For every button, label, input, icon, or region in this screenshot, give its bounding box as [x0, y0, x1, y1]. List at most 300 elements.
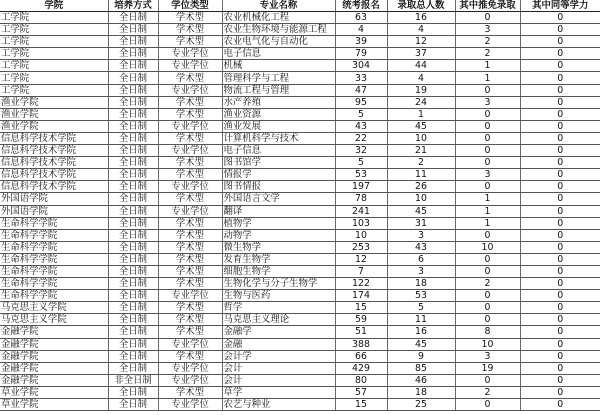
table-row [0, 157, 600, 169]
cell-exam-applicants: 22 [335, 132, 387, 144]
cell-degree-type: 学术型 [158, 265, 222, 277]
cell-equivalent-education: 0 [520, 181, 600, 193]
cell-equivalent-education: 0 [520, 350, 600, 362]
cell-college: 工学院 [0, 72, 108, 84]
cell-equivalent-education: 0 [520, 84, 600, 96]
table-row [0, 241, 600, 253]
cell-study-mode: 全日制 [108, 326, 158, 338]
cell-equivalent-education: 0 [520, 48, 600, 60]
cell-recommended-admitted: 0 [455, 12, 520, 24]
table-row [0, 108, 600, 120]
cell-degree-type: 学术型 [158, 96, 222, 108]
table-row [0, 338, 600, 350]
cell-major-name: 会计 [222, 362, 335, 374]
table-row [0, 362, 600, 374]
cell-college: 工学院 [0, 36, 108, 48]
cell-study-mode: 全日制 [108, 362, 158, 374]
cell-equivalent-education: 0 [520, 157, 600, 169]
cell-total-admitted: 10 [387, 132, 455, 144]
cell-total-admitted: 4 [387, 72, 455, 84]
cell-equivalent-education: 0 [520, 145, 600, 157]
cell-exam-applicants: 253 [335, 241, 387, 253]
cell-total-admitted: 43 [387, 241, 455, 253]
cell-degree-type: 学术型 [158, 350, 222, 362]
cell-recommended-admitted: 0 [455, 399, 520, 411]
cell-equivalent-education: 0 [520, 132, 600, 144]
cell-total-admitted: 45 [387, 205, 455, 217]
cell-study-mode: 全日制 [108, 229, 158, 241]
cell-major-name: 会计 [222, 374, 335, 386]
cell-study-mode: 全日制 [108, 217, 158, 229]
cell-recommended-admitted: 0 [455, 290, 520, 302]
cell-study-mode: 全日制 [108, 24, 158, 36]
cell-degree-type: 学术型 [158, 253, 222, 265]
cell-major-name: 农艺与种业 [222, 399, 335, 411]
cell-recommended-admitted: 1 [455, 72, 520, 84]
cell-total-admitted: 26 [387, 181, 455, 193]
cell-college: 金融学院 [0, 374, 108, 386]
cell-exam-applicants: 47 [335, 84, 387, 96]
cell-total-admitted: 25 [387, 399, 455, 411]
cell-total-admitted: 2 [387, 157, 455, 169]
table-row [0, 350, 600, 362]
cell-equivalent-education: 0 [520, 326, 600, 338]
cell-total-admitted: 3 [387, 265, 455, 277]
cell-major-name: 植物学 [222, 217, 335, 229]
table-row [0, 169, 600, 181]
cell-exam-applicants: 80 [335, 374, 387, 386]
cell-major-name: 情报学 [222, 169, 335, 181]
cell-college: 生命科学学院 [0, 278, 108, 290]
cell-equivalent-education: 0 [520, 314, 600, 326]
cell-recommended-admitted: 1 [455, 205, 520, 217]
cell-recommended-admitted: 19 [455, 362, 520, 374]
cell-degree-type: 学术型 [158, 132, 222, 144]
header-major-name: 专业名称 [222, 0, 335, 12]
table-row [0, 193, 600, 205]
header-degree-type: 学位类型 [158, 0, 222, 12]
cell-study-mode: 全日制 [108, 253, 158, 265]
cell-exam-applicants: 12 [335, 253, 387, 265]
table-row [0, 278, 600, 290]
cell-degree-type: 专业学位 [158, 205, 222, 217]
cell-major-name: 农业电气化与自动化 [222, 36, 335, 48]
cell-study-mode: 全日制 [108, 350, 158, 362]
cell-college: 生命科学学院 [0, 253, 108, 265]
table-row [0, 48, 600, 60]
cell-recommended-admitted: 3 [455, 169, 520, 181]
cell-major-name: 农业机械化工程 [222, 12, 335, 24]
table-row [0, 181, 600, 193]
cell-exam-applicants: 5 [335, 108, 387, 120]
cell-total-admitted: 11 [387, 314, 455, 326]
cell-recommended-admitted: 0 [455, 229, 520, 241]
cell-total-admitted: 45 [387, 338, 455, 350]
cell-total-admitted: 85 [387, 362, 455, 374]
cell-exam-applicants: 95 [335, 96, 387, 108]
table-row [0, 374, 600, 386]
cell-equivalent-education: 0 [520, 205, 600, 217]
cell-major-name: 生物与医药 [222, 290, 335, 302]
cell-total-admitted: 53 [387, 290, 455, 302]
cell-degree-type: 专业学位 [158, 362, 222, 374]
cell-college: 工学院 [0, 60, 108, 72]
cell-total-admitted: 11 [387, 169, 455, 181]
cell-study-mode: 全日制 [108, 12, 158, 24]
cell-college: 生命科学学院 [0, 241, 108, 253]
cell-exam-applicants: 122 [335, 278, 387, 290]
cell-major-name: 图书情报 [222, 181, 335, 193]
cell-major-name: 金融 [222, 338, 335, 350]
cell-study-mode: 全日制 [108, 205, 158, 217]
cell-degree-type: 学术型 [158, 24, 222, 36]
cell-degree-type: 学术型 [158, 169, 222, 181]
cell-major-name: 图书馆学 [222, 157, 335, 169]
cell-exam-applicants: 15 [335, 302, 387, 314]
cell-study-mode: 全日制 [108, 193, 158, 205]
cell-equivalent-education: 0 [520, 36, 600, 48]
cell-college: 渔业学院 [0, 96, 108, 108]
cell-degree-type: 学术型 [158, 12, 222, 24]
cell-recommended-admitted: 0 [455, 108, 520, 120]
cell-degree-type: 学术型 [158, 217, 222, 229]
table-row [0, 72, 600, 84]
cell-equivalent-education: 0 [520, 217, 600, 229]
cell-college: 金融学院 [0, 362, 108, 374]
cell-major-name: 动物学 [222, 229, 335, 241]
cell-recommended-admitted: 0 [455, 84, 520, 96]
cell-degree-type: 专业学位 [158, 374, 222, 386]
cell-total-admitted: 18 [387, 386, 455, 398]
cell-total-admitted: 6 [387, 253, 455, 265]
cell-exam-applicants: 103 [335, 217, 387, 229]
cell-degree-type: 专业学位 [158, 181, 222, 193]
cell-degree-type: 专业学位 [158, 84, 222, 96]
cell-exam-applicants: 59 [335, 314, 387, 326]
cell-equivalent-education: 0 [520, 302, 600, 314]
header-study-mode: 培养方式 [108, 0, 158, 12]
cell-study-mode: 非全日制 [108, 374, 158, 386]
cell-study-mode: 全日制 [108, 241, 158, 253]
cell-major-name: 机械 [222, 60, 335, 72]
cell-recommended-admitted: 0 [455, 314, 520, 326]
cell-college: 金融学院 [0, 326, 108, 338]
cell-major-name: 哲学 [222, 302, 335, 314]
cell-study-mode: 全日制 [108, 265, 158, 277]
cell-equivalent-education: 0 [520, 265, 600, 277]
cell-exam-applicants: 33 [335, 72, 387, 84]
cell-equivalent-education: 0 [520, 253, 600, 265]
header-recommended-admitted: 其中推免录取 [455, 0, 520, 12]
cell-total-admitted: 16 [387, 326, 455, 338]
cell-degree-type: 专业学位 [158, 399, 222, 411]
cell-recommended-admitted: 0 [455, 132, 520, 144]
cell-exam-applicants: 32 [335, 145, 387, 157]
cell-college: 生命科学学院 [0, 229, 108, 241]
cell-degree-type: 专业学位 [158, 48, 222, 60]
cell-major-name: 金融学 [222, 326, 335, 338]
table-body [0, 12, 600, 411]
cell-study-mode: 全日制 [108, 181, 158, 193]
cell-college: 工学院 [0, 84, 108, 96]
cell-major-name: 会计学 [222, 350, 335, 362]
cell-equivalent-education: 0 [520, 108, 600, 120]
cell-recommended-admitted: 10 [455, 241, 520, 253]
cell-total-admitted: 18 [387, 278, 455, 290]
cell-college: 信息科学技术学院 [0, 145, 108, 157]
cell-total-admitted: 4 [387, 24, 455, 36]
cell-college: 外国语学院 [0, 193, 108, 205]
cell-recommended-admitted: 1 [455, 60, 520, 72]
cell-study-mode: 全日制 [108, 314, 158, 326]
table-row [0, 290, 600, 302]
cell-major-name: 翻译 [222, 205, 335, 217]
cell-degree-type: 学术型 [158, 193, 222, 205]
cell-college: 信息科学技术学院 [0, 132, 108, 144]
cell-study-mode: 全日制 [108, 157, 158, 169]
cell-degree-type: 学术型 [158, 36, 222, 48]
cell-study-mode: 全日制 [108, 338, 158, 350]
cell-exam-applicants: 39 [335, 36, 387, 48]
cell-recommended-admitted: 3 [455, 350, 520, 362]
table-row [0, 386, 600, 398]
cell-major-name: 电子信息 [222, 145, 335, 157]
cell-recommended-admitted: 3 [455, 24, 520, 36]
header-college: 学院 [0, 0, 108, 12]
cell-recommended-admitted: 1 [455, 193, 520, 205]
cell-major-name: 生物化学与分子生物学 [222, 278, 335, 290]
cell-exam-applicants: 4 [335, 24, 387, 36]
table-row [0, 132, 600, 144]
cell-recommended-admitted: 0 [455, 120, 520, 132]
cell-college: 工学院 [0, 24, 108, 36]
cell-major-name: 农业生物环境与能源工程 [222, 24, 335, 36]
cell-equivalent-education: 0 [520, 193, 600, 205]
cell-major-name: 物流工程与管理 [222, 84, 335, 96]
cell-equivalent-education: 0 [520, 120, 600, 132]
cell-study-mode: 全日制 [108, 145, 158, 157]
table-row [0, 24, 600, 36]
cell-college: 草业学院 [0, 399, 108, 411]
table-row [0, 326, 600, 338]
cell-recommended-admitted: 0 [455, 157, 520, 169]
table-row [0, 399, 600, 411]
table-row [0, 253, 600, 265]
table-row [0, 96, 600, 108]
cell-study-mode: 全日制 [108, 84, 158, 96]
cell-degree-type: 学术型 [158, 278, 222, 290]
cell-major-name: 渔业发展 [222, 120, 335, 132]
cell-college: 工学院 [0, 12, 108, 24]
cell-exam-applicants: 304 [335, 60, 387, 72]
cell-recommended-admitted: 8 [455, 326, 520, 338]
cell-exam-applicants: 63 [335, 12, 387, 24]
cell-equivalent-education: 0 [520, 362, 600, 374]
cell-recommended-admitted: 3 [455, 96, 520, 108]
cell-major-name: 管理科学与工程 [222, 72, 335, 84]
cell-exam-applicants: 15 [335, 399, 387, 411]
cell-equivalent-education: 0 [520, 60, 600, 72]
cell-recommended-admitted: 2 [455, 386, 520, 398]
table-row [0, 265, 600, 277]
cell-college: 马克思主义学院 [0, 314, 108, 326]
cell-study-mode: 全日制 [108, 72, 158, 84]
cell-recommended-admitted: 0 [455, 253, 520, 265]
cell-study-mode: 全日制 [108, 302, 158, 314]
cell-major-name: 渔业资源 [222, 108, 335, 120]
cell-recommended-admitted: 0 [455, 374, 520, 386]
cell-study-mode: 全日制 [108, 386, 158, 398]
cell-total-admitted: 31 [387, 217, 455, 229]
cell-major-name: 马克思主义理论 [222, 314, 335, 326]
cell-degree-type: 专业学位 [158, 145, 222, 157]
cell-major-name: 草学 [222, 386, 335, 398]
cell-study-mode: 全日制 [108, 36, 158, 48]
cell-equivalent-education: 0 [520, 241, 600, 253]
header-exam-applicants: 统考报名 [335, 0, 387, 12]
cell-college: 工学院 [0, 48, 108, 60]
cell-recommended-admitted: 2 [455, 36, 520, 48]
cell-major-name: 电子信息 [222, 48, 335, 60]
cell-major-name: 计算机科学与技术 [222, 132, 335, 144]
cell-college: 金融学院 [0, 338, 108, 350]
cell-total-admitted: 21 [387, 145, 455, 157]
table-row [0, 217, 600, 229]
cell-exam-applicants: 5 [335, 157, 387, 169]
cell-recommended-admitted: 0 [455, 181, 520, 193]
cell-exam-applicants: 51 [335, 326, 387, 338]
cell-college: 生命科学学院 [0, 265, 108, 277]
cell-college: 金融学院 [0, 350, 108, 362]
cell-exam-applicants: 197 [335, 181, 387, 193]
cell-equivalent-education: 0 [520, 12, 600, 24]
table-row [0, 314, 600, 326]
cell-major-name: 微生物学 [222, 241, 335, 253]
cell-equivalent-education: 0 [520, 229, 600, 241]
cell-degree-type: 专业学位 [158, 120, 222, 132]
cell-degree-type: 学术型 [158, 326, 222, 338]
cell-equivalent-education: 0 [520, 399, 600, 411]
cell-exam-applicants: 388 [335, 338, 387, 350]
cell-college: 信息科学技术学院 [0, 169, 108, 181]
cell-study-mode: 全日制 [108, 399, 158, 411]
cell-total-admitted: 37 [387, 48, 455, 60]
cell-study-mode: 全日制 [108, 108, 158, 120]
cell-college: 信息科学技术学院 [0, 181, 108, 193]
cell-degree-type: 学术型 [158, 302, 222, 314]
cell-total-admitted: 9 [387, 350, 455, 362]
cell-exam-applicants: 79 [335, 48, 387, 60]
cell-major-name: 水产养殖 [222, 96, 335, 108]
cell-total-admitted: 5 [387, 302, 455, 314]
cell-equivalent-education: 0 [520, 96, 600, 108]
cell-college: 马克思主义学院 [0, 302, 108, 314]
cell-total-admitted: 10 [387, 193, 455, 205]
cell-recommended-admitted: 0 [455, 302, 520, 314]
cell-degree-type: 学术型 [158, 386, 222, 398]
cell-college: 生命科学学院 [0, 290, 108, 302]
cell-equivalent-education: 0 [520, 338, 600, 350]
cell-total-admitted: 24 [387, 96, 455, 108]
cell-study-mode: 全日制 [108, 290, 158, 302]
cell-study-mode: 全日制 [108, 169, 158, 181]
cell-exam-applicants: 174 [335, 290, 387, 302]
cell-total-admitted: 19 [387, 84, 455, 96]
cell-equivalent-education: 0 [520, 290, 600, 302]
cell-degree-type: 学术型 [158, 72, 222, 84]
cell-college: 外国语学院 [0, 205, 108, 217]
cell-college: 生命科学学院 [0, 217, 108, 229]
cell-major-name: 外国语言文学 [222, 193, 335, 205]
cell-total-admitted: 12 [387, 36, 455, 48]
cell-recommended-admitted: 0 [455, 145, 520, 157]
table-row [0, 205, 600, 217]
cell-exam-applicants: 10 [335, 229, 387, 241]
cell-college: 草业学院 [0, 386, 108, 398]
cell-equivalent-education: 0 [520, 386, 600, 398]
cell-total-admitted: 1 [387, 108, 455, 120]
cell-college: 信息科学技术学院 [0, 157, 108, 169]
cell-major-name: 细胞生物学 [222, 265, 335, 277]
cell-total-admitted: 3 [387, 229, 455, 241]
table-row [0, 60, 600, 72]
cell-recommended-admitted: 10 [455, 338, 520, 350]
cell-equivalent-education: 0 [520, 278, 600, 290]
header-equivalent-education: 其中同等学力 [520, 0, 600, 12]
cell-study-mode: 全日制 [108, 96, 158, 108]
cell-total-admitted: 45 [387, 120, 455, 132]
cell-total-admitted: 44 [387, 60, 455, 72]
cell-exam-applicants: 241 [335, 205, 387, 217]
table-row [0, 145, 600, 157]
cell-college: 渔业学院 [0, 120, 108, 132]
table-row [0, 36, 600, 48]
cell-study-mode: 全日制 [108, 120, 158, 132]
cell-recommended-admitted: 2 [455, 48, 520, 60]
cell-recommended-admitted: 0 [455, 265, 520, 277]
table-row [0, 302, 600, 314]
cell-major-name: 发育生物学 [222, 253, 335, 265]
cell-degree-type: 专业学位 [158, 338, 222, 350]
cell-recommended-admitted: 1 [455, 217, 520, 229]
cell-degree-type: 学术型 [158, 157, 222, 169]
table-row [0, 120, 600, 132]
cell-degree-type: 学术型 [158, 314, 222, 326]
cell-exam-applicants: 53 [335, 169, 387, 181]
cell-degree-type: 学术型 [158, 108, 222, 120]
header-row [0, 0, 600, 12]
cell-study-mode: 全日制 [108, 278, 158, 290]
table-row [0, 12, 600, 24]
cell-study-mode: 全日制 [108, 132, 158, 144]
cell-exam-applicants: 7 [335, 265, 387, 277]
cell-study-mode: 全日制 [108, 60, 158, 72]
cell-equivalent-education: 0 [520, 169, 600, 181]
cell-equivalent-education: 0 [520, 72, 600, 84]
cell-exam-applicants: 78 [335, 193, 387, 205]
cell-total-admitted: 46 [387, 374, 455, 386]
cell-degree-type: 专业学位 [158, 60, 222, 72]
cell-degree-type: 学术型 [158, 241, 222, 253]
cell-equivalent-education: 0 [520, 374, 600, 386]
cell-college: 渔业学院 [0, 108, 108, 120]
cell-exam-applicants: 66 [335, 350, 387, 362]
cell-equivalent-education: 0 [520, 24, 600, 36]
cell-degree-type: 学术型 [158, 229, 222, 241]
cell-exam-applicants: 43 [335, 120, 387, 132]
cell-recommended-admitted: 2 [455, 278, 520, 290]
header-total-admitted: 录取总人数 [387, 0, 455, 12]
